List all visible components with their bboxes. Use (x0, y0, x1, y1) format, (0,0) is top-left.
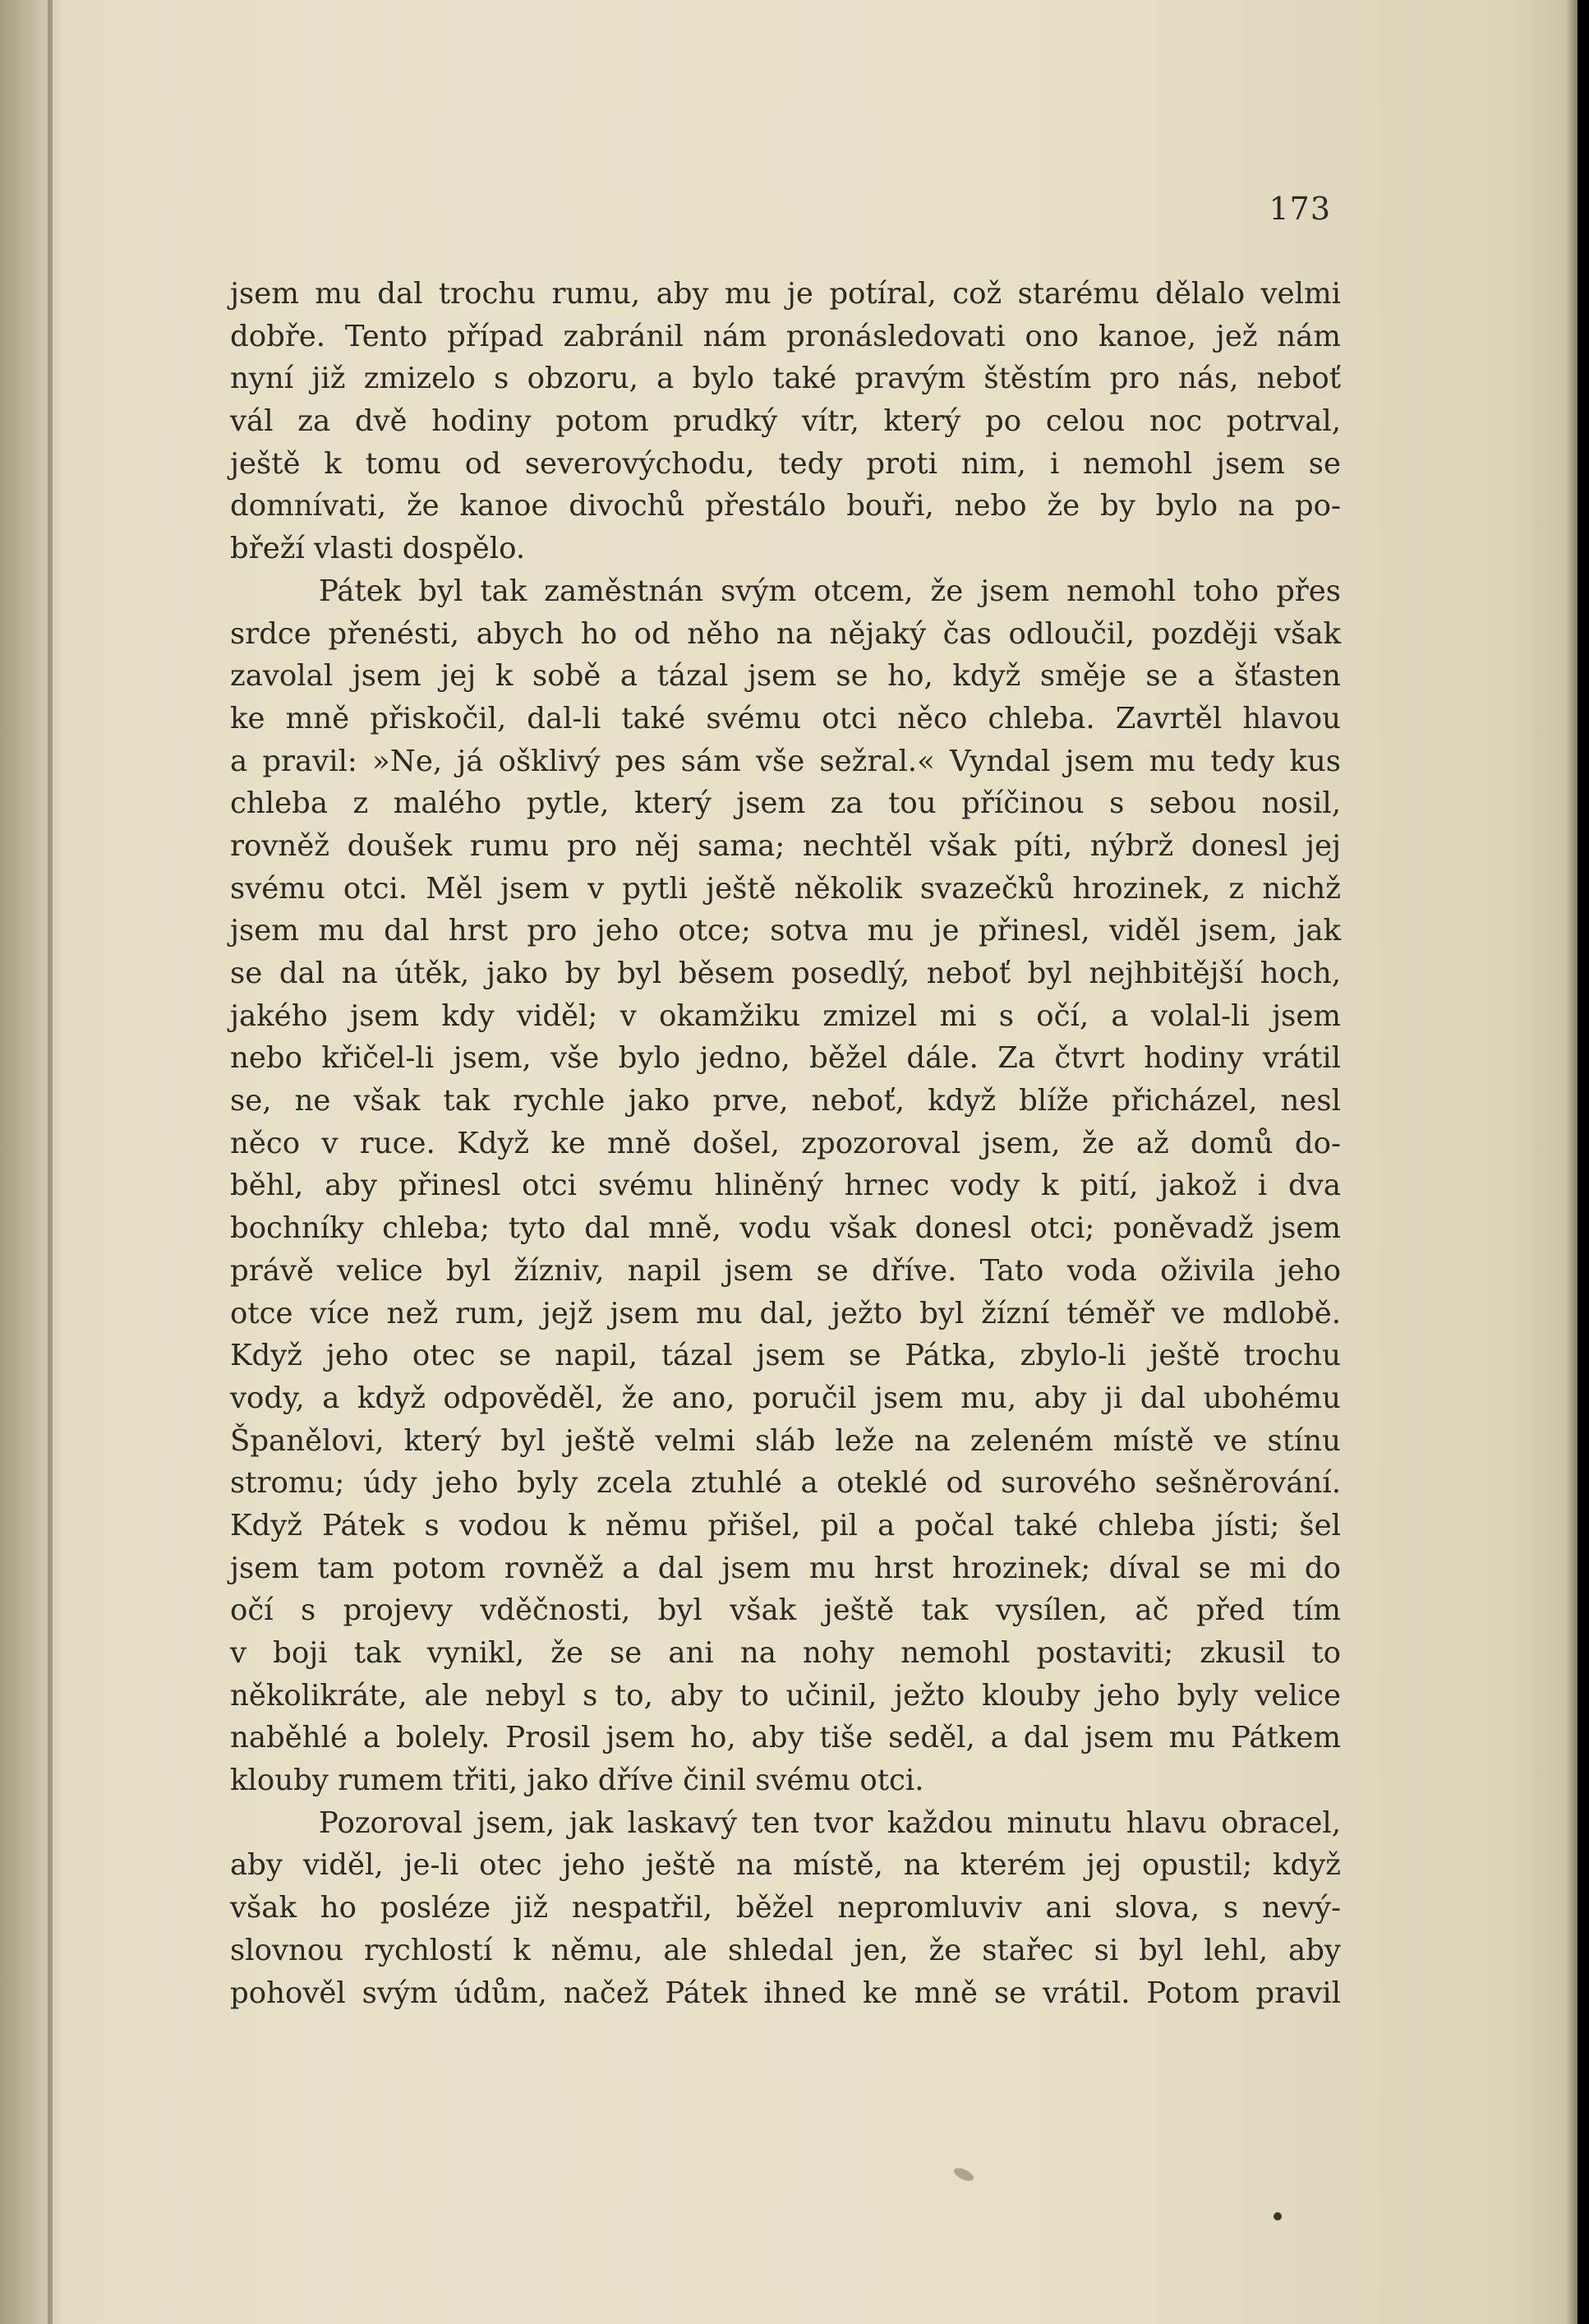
text-line: stromu; údy jeho byly zcela ztuhlé a oteklé od surového sešněrování. (230, 1466, 1341, 1501)
text-line: ještě k tomu od severovýchodu, tedy proti nim, i nemohl jsem se (230, 446, 1341, 481)
text-line: dobře. Tento případ zabránil nám pronásledovati ono kanoe, jež nám (230, 319, 1341, 353)
text-line: jsem tam potom rovněž a dal jsem mu hrst hrozinek; díval se mi do (230, 1551, 1341, 1585)
text-line: nebo křičel-li jsem, vše bylo jedno, běžel dále. Za čtvrt hodiny vrátil (230, 1041, 1341, 1076)
text-line: Pozoroval jsem, jak laskavý ten tvor každou minutu hlavu obracel, (319, 1805, 1341, 1840)
text-line: očí s projevy vděčnosti, byl však ještě tak vysílen, ač před tím (230, 1593, 1341, 1628)
text-line: Pátek byl tak zaměstnán svým otcem, že jsem nemohl toho přes (319, 574, 1341, 608)
text-line: jsem mu dal trochu rumu, aby mu je potíral, což starému dělalo velmi (230, 277, 1341, 311)
text-line: rovněž doušek rumu pro něj sama; nechtěl však píti, nýbrž donesl jej (230, 828, 1341, 863)
text-line: něco v ruce. Když ke mně došel, zpozoroval jsem, že až domů do- (230, 1126, 1341, 1160)
text-line: jakého jsem kdy viděl; v okamžiku zmizel mi s očí, a volal-li jsem (230, 998, 1341, 1033)
text-line: vál za dvě hodiny potom prudký vítr, který po celou noc potrval, (230, 404, 1341, 439)
text-line: Když jeho otec se napil, tázal jsem se Pátka, zbylo-li ještě trochu (230, 1339, 1341, 1373)
text-line: Když Pátek s vodou k němu přišel, pil a počal také chleba jísti; šel (230, 1508, 1341, 1542)
text-line: se, ne však tak rychle jako prve, neboť, když blíže přicházel, nesl (230, 1084, 1341, 1118)
text-line: Španělovi, který byl ještě velmi sláb leže na zeleném místě ve stínu (230, 1423, 1341, 1458)
text-line: běhl, aby přinesl otci svému hliněný hrnec vody k pití, jakož i dva (230, 1169, 1341, 1203)
text-line: a pravil: »Ne, já ošklivý pes sám vše sežral.« Vyndal jsem mu tedy kus (230, 744, 1341, 778)
text-line: naběhlé a bolely. Prosil jsem ho, aby tiše seděl, a dal jsem mu Pátkem (230, 1721, 1341, 1755)
text-line: otce více než rum, jejž jsem mu dal, ježto byl žízní téměř ve mdlobě. (230, 1296, 1341, 1330)
text-line: klouby rumem třiti, jako dříve činil svému otci. (230, 1764, 924, 1798)
ink-dot (1274, 2212, 1282, 2220)
text-line: právě velice byl žízniv, napil jsem se dříve. Tato voda oživila jeho (230, 1253, 1341, 1288)
text-line: aby viděl, je-li otec jeho ještě na místě, na kterém jej opustil; když (230, 1848, 1341, 1883)
text-line: ke mně přiskočil, dal-li také svému otci něco chleba. Zavrtěl hlavou (230, 701, 1341, 735)
text-line: zavolal jsem jej k sobě a tázal jsem se ho, když směje se a šťasten (230, 659, 1341, 694)
text-line: nyní již zmizelo s obzoru, a bylo také pravým štěstím pro nás, neboť (230, 362, 1341, 396)
text-line: domnívati, že kanoe divochů přestálo bouři, nebo že by bylo na po- (230, 489, 1341, 523)
body-text (230, 273, 1341, 2014)
text-line: břeží vlasti dospělo. (230, 532, 526, 566)
text-line: v boji tak vynikl, že se ani na nohy nemohl postaviti; zkusil to (230, 1636, 1341, 1670)
text-line: svému otci. Měl jsem v pytli ještě několik svazečků hrozinek, z nichž (230, 871, 1341, 906)
text-line: bochníky chleba; tyto dal mně, vodu však donesl otci; poněvadž jsem (230, 1211, 1341, 1246)
text-line: vody, a když odpověděl, že ano, poručil jsem mu, aby ji dal ubohému (230, 1381, 1341, 1415)
page-number: 173 (1269, 191, 1331, 227)
ink-smudge (952, 2165, 976, 2183)
text-line: slovnou rychlostí k němu, ale shledal jen, že stařec si byl lehl, aby (230, 1933, 1341, 1967)
page-edge-shadow (1566, 0, 1577, 2324)
text-line: srdce přenésti, abych ho od něho na nějaký čas odloučil, později však (230, 616, 1341, 651)
text-line: pohověl svým údům, načež Pátek ihned ke mně se vrátil. Potom pravil (230, 1976, 1341, 2010)
text-line: chleba z malého pytle, který jsem za tou příčinou s sebou nosil, (230, 786, 1341, 821)
text-line: se dal na útěk, jako by byl běsem posedlý, neboť byl nejhbitější hoch, (230, 957, 1341, 990)
text-line: však ho posléze již nespatřil, běžel nepromluviv ani slova, s nevý- (230, 1891, 1341, 1925)
binding-edge (48, 0, 53, 2324)
text-line: několikráte, ale nebyl s to, aby to učinil, ježto klouby jeho byly velice (230, 1678, 1341, 1713)
text-line: jsem mu dal hrst pro jeho otce; sotva mu je přinesl, viděl jsem, jak (230, 914, 1341, 948)
gutter-shadow (0, 0, 66, 2324)
